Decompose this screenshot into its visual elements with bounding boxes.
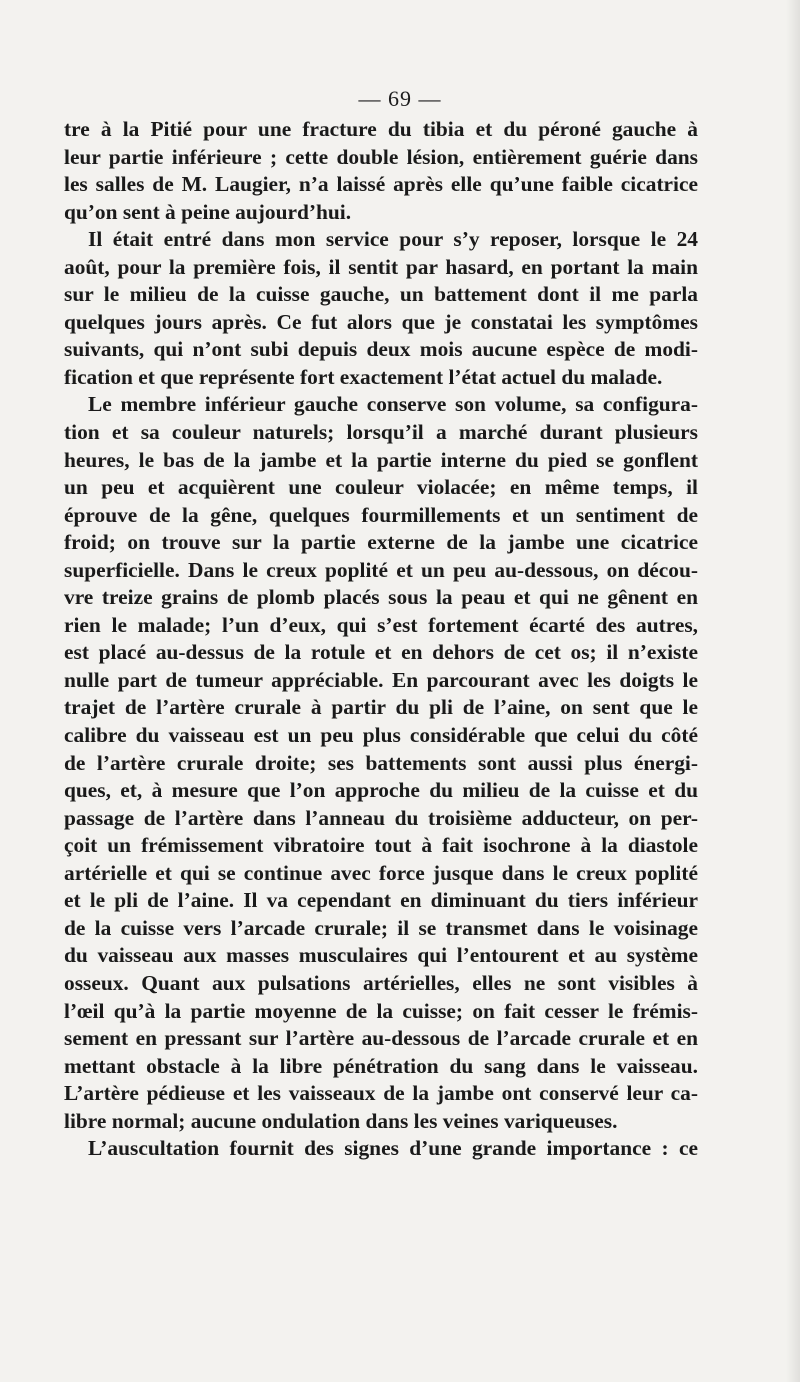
text-line: quelques jours après. Ce fut alors que je constatai les symptômes <box>64 309 698 334</box>
text-line: les salles de M. Laugier, n’a laissé après elle qu’une faible cicatrice <box>64 172 698 197</box>
text-line: heures, le bas de la jambe et la partie interne du pied se gonflent <box>64 447 698 472</box>
text-line: L’auscultation fournit des signes d’une grande importance : ce <box>88 1136 698 1161</box>
text-line: passage de l’artère dans l’anneau du troisième adducteur, on per- <box>64 805 698 830</box>
text-line: tre à la Pitié pour une fracture du tibia et du péroné gauche à <box>64 117 698 141</box>
text-line: éprouve de la gêne, quelques fourmillements et un sentiment de <box>64 502 698 527</box>
text-line: leur partie inférieure ; cette double lésion, entièrement guérie dans <box>64 144 698 169</box>
text-line: mettant obstacle à la libre pénétration du sang dans le vaisseau. <box>64 1053 698 1078</box>
text-line: de l’artère crurale droite; ses battements sont aussi plus énergi- <box>64 750 698 775</box>
text-line: Le membre inférieur gauche conserve son volume, sa configura- <box>88 392 698 417</box>
text-line: superficielle. Dans le creux poplité et un peu au-dessous, on décou- <box>64 557 698 582</box>
text-line: de la cuisse vers l’arcade crurale; il se transmet dans le voisinage <box>64 915 698 940</box>
text-line: août, pour la première fois, il sentit par hasard, en portant la main <box>64 254 698 279</box>
text-line: l’œil qu’à la partie moyenne de la cuisse; on fait cesser le frémis- <box>64 998 698 1023</box>
text-line: suivants, qui n’ont subi depuis deux mois aucune espèce de modi- <box>64 337 698 362</box>
text-line: calibre du vaisseau est un peu plus considérable que celui du côté <box>64 723 698 748</box>
text-line: Il était entré dans mon service pour s’y reposer, lorsque le 24 <box>88 227 698 252</box>
text-line: et le pli de l’aine. Il va cependant en diminuant du tiers inférieur <box>64 888 698 913</box>
text-line: sement en pressant sur l’artère au-dessous de l’arcade crurale et en <box>64 1026 698 1051</box>
text-line: nulle part de tumeur appréciable. En parcourant avec les doigts le <box>64 667 698 692</box>
page-edge-shadow <box>786 0 800 1382</box>
text-line: artérielle et qui se continue avec force jusque dans le creux poplité <box>64 860 698 885</box>
text-line: çoit un frémissement vibratoire tout à fait isochrone à la diastole <box>64 833 698 858</box>
text-line: osseux. Quant aux pulsations artérielles, elles ne sont visibles à <box>64 970 698 995</box>
text-line: vre treize grains de plomb placés sous la peau et qui ne gênent en <box>64 585 698 610</box>
text-line: L’artère pédieuse et les vaisseaux de la jambe ont conservé leur ca- <box>64 1081 698 1106</box>
text-line: un peu et acquièrent une couleur violacée; en même temps, il <box>64 475 698 500</box>
text-line: ques, et, à mesure que l’on approche du milieu de la cuisse et du <box>64 778 698 803</box>
text-line: tion et sa couleur naturels; lorsqu’il a marché durant plusieurs <box>64 420 698 445</box>
text-line: est placé au-dessus de la rotule et en dehors de cet os; il n’existe <box>64 640 698 665</box>
text-line: libre normal; aucune ondulation dans les veines variqueuses. <box>64 1108 618 1133</box>
page-number: — 69 — <box>358 86 442 111</box>
text-line: sur le milieu de la cuisse gauche, un battement dont il me parla <box>64 282 698 307</box>
text-line: rien le malade; l’un d’eux, qui s’est fortement écarté des autres, <box>64 612 698 637</box>
text-line: froid; on trouve sur la partie externe de la jambe une cicatrice <box>64 530 698 555</box>
text-line: du vaisseau aux masses musculaires qui l’entourent et au système <box>64 943 698 968</box>
body-text <box>64 116 698 1163</box>
text-line: fication et que représente fort exactement l’état actuel du malade. <box>64 364 663 389</box>
text-line: trajet de l’artère crurale à partir du pli de l’aine, on sent que le <box>64 695 698 720</box>
text-line: qu’on sent à peine aujourd’hui. <box>64 199 352 224</box>
